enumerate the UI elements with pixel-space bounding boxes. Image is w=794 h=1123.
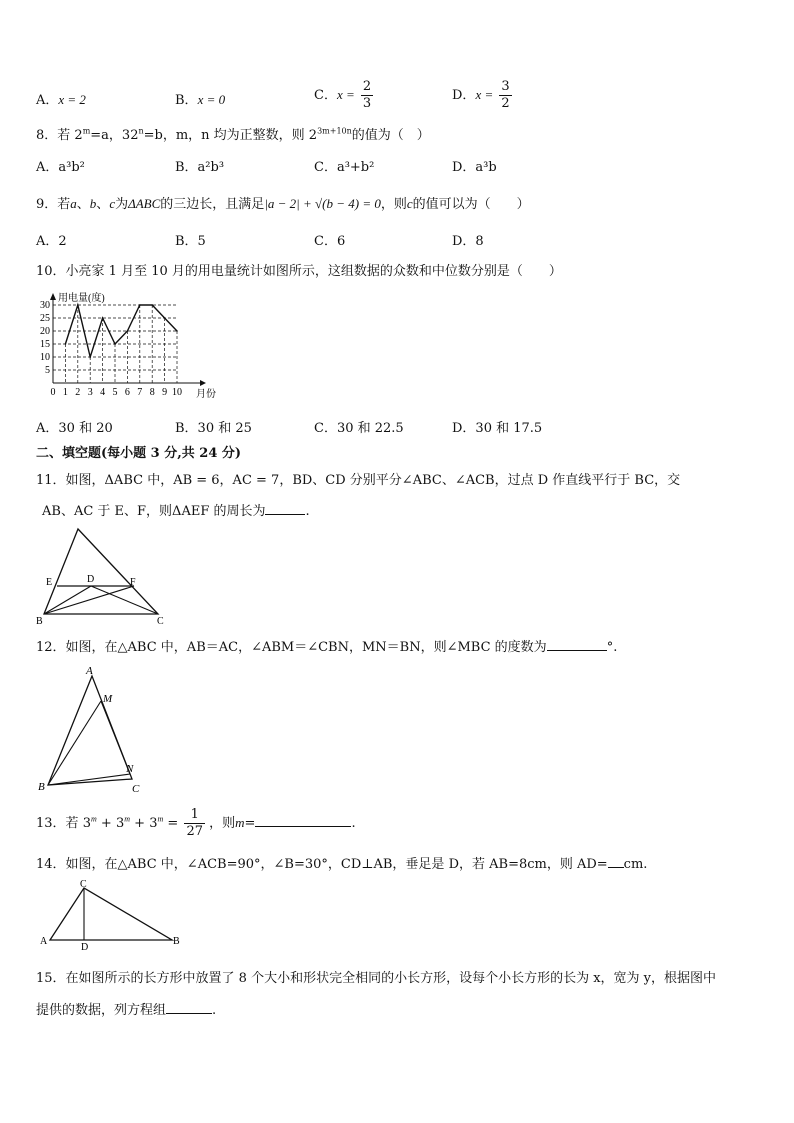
label-c: C: [80, 879, 87, 890]
label-m: M: [103, 693, 113, 705]
segment-bm: [48, 701, 101, 785]
data-point: [114, 343, 116, 345]
q7-option-a: [36, 89, 86, 108]
option-label: A．: [36, 93, 59, 108]
var-m: m: [235, 815, 245, 830]
triangle-abc: [48, 676, 132, 785]
fraction: [361, 79, 373, 112]
data-point: [139, 304, 141, 306]
q12-triangle-figure: [36, 662, 156, 797]
y-axis-arrow: [50, 293, 56, 300]
q8-text-2: =a，32: [90, 128, 139, 143]
q9-option-c: C．6: [314, 234, 346, 249]
q9-stem: [36, 193, 530, 212]
q12-end: °.: [606, 640, 618, 655]
q15-stem-line2: [36, 999, 216, 1018]
y-axis-label: 用电量(度): [58, 293, 105, 304]
label-b: B: [36, 616, 43, 627]
data-point: [176, 330, 178, 332]
label-f: F: [130, 577, 136, 588]
y-tick-label: 15: [40, 339, 50, 350]
fraction: [499, 79, 511, 112]
q8-option-d: D．a³b: [452, 160, 497, 175]
q13-stem: [36, 807, 356, 840]
triangle-abc: [44, 529, 158, 614]
q10-option-a: A．30 和 20: [36, 421, 113, 436]
data-point: [89, 356, 91, 358]
q8-option-b: B．a²b³: [175, 160, 225, 175]
chart-axes: [50, 293, 206, 386]
x-tick-label: 2: [75, 387, 81, 398]
q8-sup-1: m: [82, 126, 91, 136]
q13-text-2: ，则: [209, 816, 236, 831]
x-tick-label: 4: [100, 387, 106, 398]
y-tick-label: 5: [45, 365, 50, 376]
answer-blank: [547, 638, 607, 651]
x-tick-label: 5: [112, 387, 118, 398]
var-a: a: [70, 196, 77, 211]
label-a: A: [40, 936, 48, 947]
exponent-m: m: [157, 814, 164, 824]
q9-text-1: 9．若: [36, 197, 71, 212]
fraction-denominator: 27: [186, 824, 203, 839]
q7-option-d: [452, 79, 512, 112]
option-prefix: x =: [475, 87, 494, 102]
data-point: [151, 304, 153, 306]
data-point: [102, 317, 104, 319]
x-tick-label: 6: [124, 387, 130, 398]
answer-blank: [265, 502, 305, 515]
q13-end: .: [351, 816, 356, 831]
fraction-denominator: 2: [501, 96, 510, 111]
var-c: c: [109, 196, 116, 211]
data-point: [65, 343, 67, 345]
plus-sign: +: [134, 816, 146, 831]
q14-stem: [36, 853, 647, 872]
label-e: E: [46, 577, 53, 588]
label-d: D: [81, 942, 89, 950]
y-tick-label: 20: [40, 326, 50, 337]
data-point: [164, 317, 166, 319]
q10-stem: 10．小亮家 1 月至 10 月的用电量统计如图所示，这组数据的众数和中位数分别是（ ）: [36, 264, 562, 279]
electricity-line-chart: [30, 288, 220, 400]
y-tick-label: 25: [40, 313, 50, 324]
q8-text-4: 的值为（ ）: [351, 128, 430, 143]
y-tick-label: 10: [40, 352, 50, 363]
q9-option-b: B．5: [175, 234, 206, 249]
var-c: c: [406, 196, 413, 211]
label-c: C: [157, 616, 164, 627]
q12-text: 12．如图，在△ABC 中，AB＝AC，∠ABM＝∠CBN，MN＝BN，则∠MBC 的度数为: [36, 640, 547, 655]
fraction: [184, 807, 205, 840]
answer-blank: [255, 814, 351, 827]
plus-sign: +: [100, 816, 112, 831]
fraction-numerator: 1: [184, 807, 205, 824]
var-b: b: [89, 196, 97, 211]
triangle-name: ΔABC: [128, 196, 161, 211]
data-point: [127, 330, 129, 332]
label-b: B: [173, 936, 180, 947]
x-axis-label: 月份: [196, 389, 216, 400]
x-tick-label: 9: [162, 387, 168, 398]
label-c: C: [132, 783, 140, 795]
q9-text-2: 为: [115, 197, 129, 212]
base-3: 3: [149, 816, 158, 831]
y-tick-label: 30: [40, 300, 50, 311]
x-tick-label: 8: [149, 387, 155, 398]
q11-end: .: [305, 504, 310, 519]
fraction-numerator: 2: [362, 79, 372, 94]
q10-option-d: D．30 和 17.5: [452, 421, 543, 436]
q15-end: .: [212, 1003, 217, 1018]
q7-option-b: [175, 89, 225, 108]
base-3: 3: [82, 816, 91, 831]
q13-text-1: 13．若: [36, 816, 79, 831]
label-n: N: [126, 763, 134, 775]
option-prefix: x =: [336, 87, 355, 102]
q8-option-a: A．a³b²: [36, 160, 85, 175]
separator: 、: [76, 197, 90, 212]
q9-option-a: A．2: [36, 234, 67, 249]
label-b: B: [38, 781, 45, 793]
exponent-m: m: [90, 814, 97, 824]
answer-blank: [608, 855, 624, 868]
equals-sign: =: [244, 816, 256, 831]
separator: 、: [96, 197, 110, 212]
x-tick-label: 3: [87, 387, 93, 398]
segment-bd: [44, 586, 91, 614]
q9-text-5: 的值可以为（ ）: [412, 197, 530, 212]
option-text: x = 2: [58, 92, 86, 107]
q15-text: 提供的数据，列方程组: [36, 1003, 167, 1018]
q8-sup-3: 3m+10n: [317, 126, 352, 136]
q8-text-1: 8．若 2: [36, 128, 83, 143]
q9-text-4: ，则: [380, 197, 407, 212]
q11-stem-line1: 11．如图，ΔABC 中，AB = 6，AC = 7，BD、CD 分别平分∠ABC、∠ACB，过点 D 作直线平行于 BC，交: [36, 473, 681, 488]
option-label: D．: [452, 88, 476, 103]
q8-sup-2: n: [138, 126, 144, 136]
x-tick-label: 1: [62, 387, 68, 398]
section-title: 二、填空题(每小题 3 分,共 24 分): [36, 446, 242, 461]
answer-blank: [166, 1001, 212, 1014]
exponent-m: m: [124, 814, 130, 824]
q7-option-c: [314, 79, 373, 112]
q11-triangle-figure: [36, 523, 166, 628]
q9-option-d: D．8: [452, 234, 484, 249]
label-a: A: [86, 665, 93, 677]
segment-dc: [91, 586, 158, 614]
data-point: [77, 304, 79, 306]
q15-stem-line1: 15．在如图所示的长方形中放置了 8 个大小和形状完全相同的小长方形，设每个小长方形的长为 x，宽为 y，根据图中: [36, 971, 717, 986]
q14-text: 14．如图，在△ABC 中，∠ACB=90°，∠B=30°，CD⊥AB，垂足是 D，若 AB=8cm，则 AD=: [36, 857, 608, 872]
x-tick-label: 0: [50, 387, 56, 398]
q11-text: AB、AC 于 E、F，则ΔAEF 的周长为: [42, 504, 266, 519]
q9-condition: |a − 2| + √(b − 4) = 0: [264, 196, 381, 211]
q12-stem: [36, 636, 617, 655]
q10-option-b: B．30 和 25: [175, 421, 252, 436]
base-3: 3: [115, 816, 125, 831]
q8-stem: [36, 124, 430, 143]
q11-stem-line2: [42, 500, 310, 519]
label-d: D: [87, 574, 95, 585]
equals-sign: =: [167, 816, 179, 831]
option-label: B．: [175, 93, 198, 108]
fraction-numerator: 3: [501, 79, 510, 94]
q9-text-3: 的三边长，且满足: [160, 197, 265, 212]
fraction-denominator: 3: [362, 96, 372, 111]
x-tick-label: 7: [137, 387, 143, 398]
option-text: x = 0: [197, 92, 226, 107]
segment-bf: [44, 586, 134, 614]
q8-option-c: C．a³+b²: [314, 160, 375, 175]
q8-text-3: =b，m，n 均为正整数，则 2: [143, 128, 318, 143]
x-axis-arrow: [200, 380, 206, 386]
triangle-abc: [50, 888, 172, 940]
q14-end: cm.: [623, 857, 648, 872]
q14-triangle-figure: [36, 878, 186, 950]
x-tick-label: 10: [172, 387, 182, 398]
q10-option-c: C．30 和 22.5: [314, 421, 404, 436]
option-label: C．: [314, 88, 337, 103]
